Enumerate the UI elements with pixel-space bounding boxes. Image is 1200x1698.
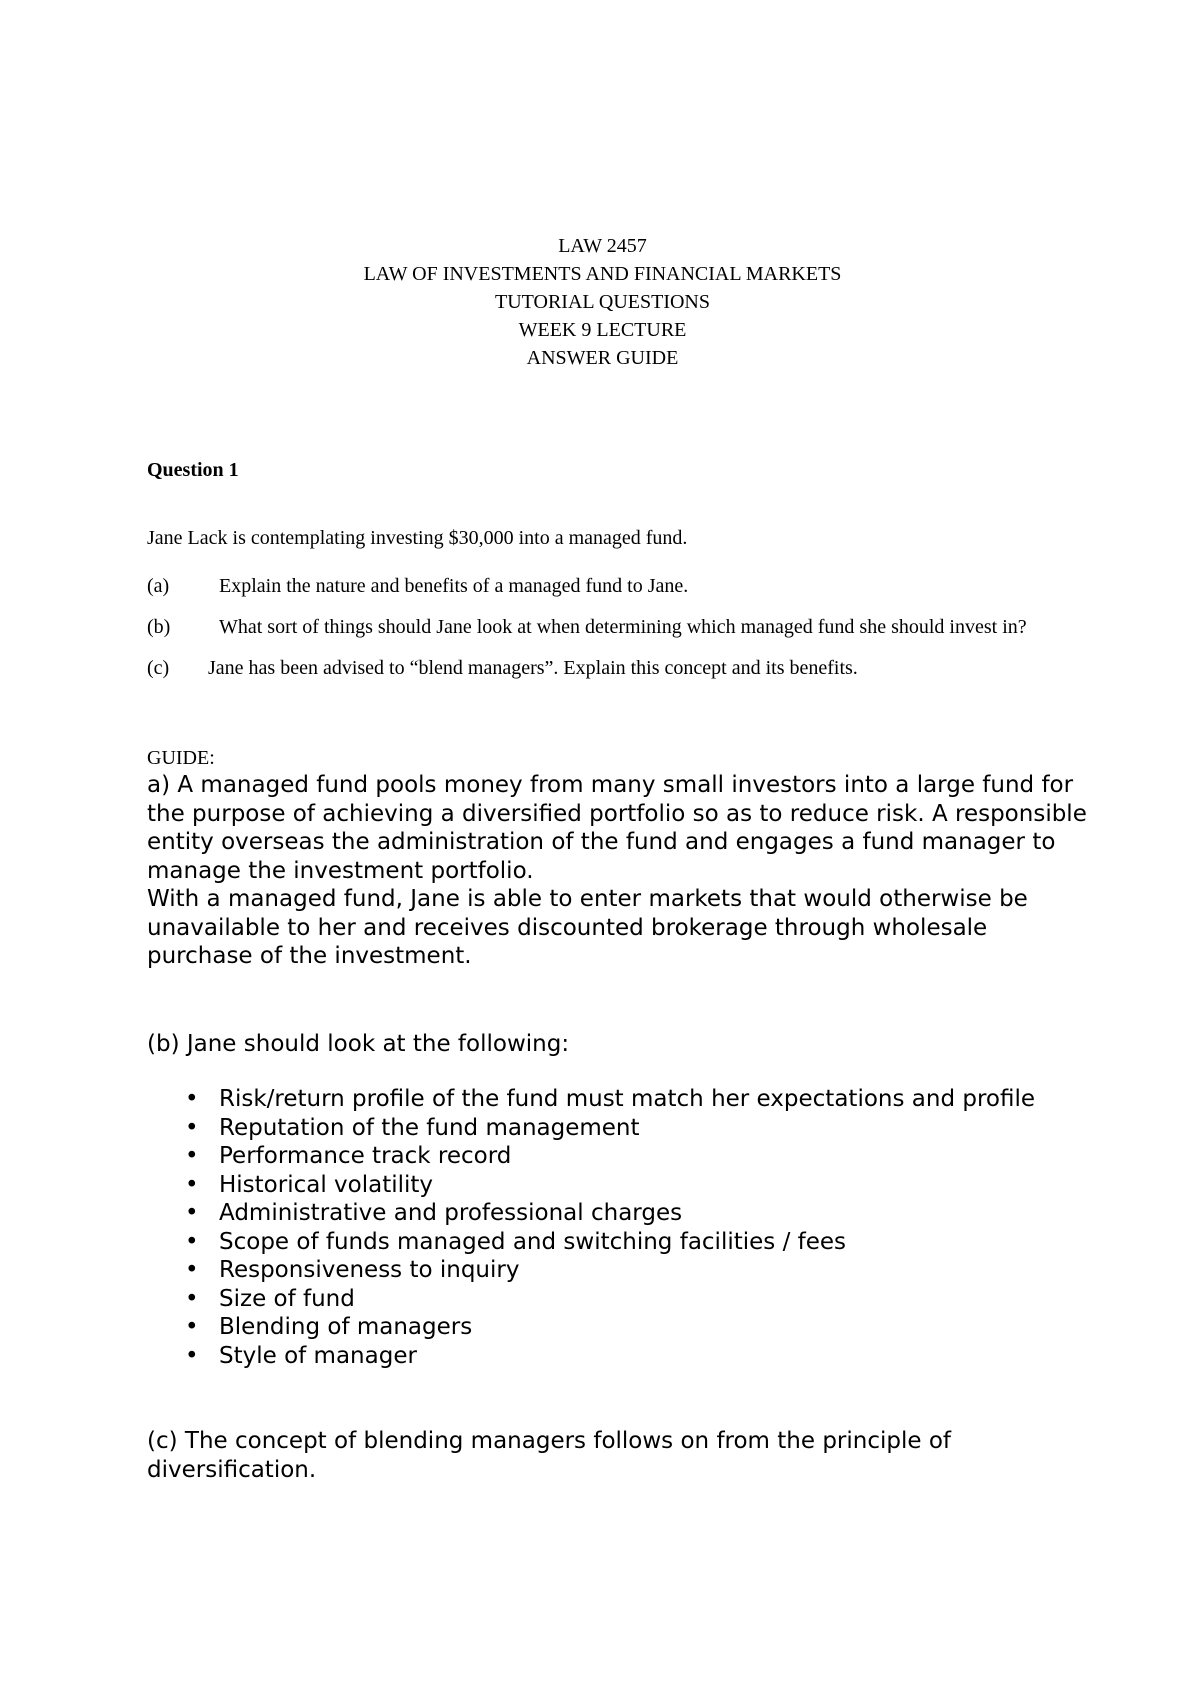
course-title: LAW OF INVESTMENTS AND FINANCIAL MARKETS — [363, 263, 842, 285]
list-item — [147, 1199, 1047, 1228]
question-part-c — [147, 648, 1067, 689]
bullet-icon: • — [185, 1143, 199, 1169]
list-item — [147, 1085, 1047, 1114]
list-item — [147, 1256, 1047, 1285]
list-item — [147, 1142, 1047, 1171]
bullet-icon: • — [185, 1257, 199, 1283]
bullet-icon: • — [185, 1200, 199, 1226]
question-part-text: Explain the nature and benefits of a managed fund to Jane. — [219, 575, 689, 597]
list-item-text: Performance track record — [219, 1143, 512, 1169]
question-part-a — [147, 566, 1067, 607]
list-item-text: Scope of funds managed and switching facilities / fees — [219, 1228, 847, 1255]
question-title: Question 1 — [147, 459, 239, 481]
bullet-icon: • — [185, 1228, 199, 1255]
list-item-text: Reputation of the fund management — [219, 1114, 640, 1141]
bullet-icon: • — [185, 1314, 199, 1340]
course-code: LAW 2457 — [558, 235, 647, 257]
question-part-b — [147, 607, 1067, 648]
list-item-text: Risk/return profile of the fund must match her expectations and profile — [219, 1086, 1036, 1112]
document-subtitle: ANSWER GUIDE — [526, 347, 679, 369]
bullet-icon: • — [185, 1086, 199, 1112]
list-item — [147, 1313, 1047, 1342]
bullet-icon: • — [185, 1114, 199, 1141]
document-header — [0, 232, 1200, 372]
question-part-label: (c) — [147, 657, 170, 679]
guide-answer-b-intro: (b) Jane should look at the following: — [147, 1031, 570, 1057]
list-item-text: Responsiveness to inquiry — [219, 1257, 520, 1283]
question-intro: Jane Lack is contemplating investing $30,000 into a managed fund. — [147, 527, 688, 549]
document-type: TUTORIAL QUESTIONS — [495, 291, 710, 313]
guide-answer-a-paragraph-2: With a managed fund, Jane is able to enter markets that would otherwise be unavailable to her and receives discounted brokerage through wholesale purchase of the investment. — [147, 886, 1028, 969]
list-item-text: Blending of managers — [219, 1314, 473, 1340]
question-part-label: (a) — [147, 575, 170, 597]
guide-answer-b-list — [147, 1085, 1047, 1370]
bullet-icon: • — [185, 1285, 199, 1312]
list-item-text: Size of fund — [219, 1285, 355, 1312]
guide-answer-c: (c) The concept of blending managers follows on from the principle of diversification. — [147, 1428, 952, 1483]
week-label: WEEK 9 LECTURE — [518, 319, 687, 341]
question-parts — [147, 566, 1067, 689]
list-item — [147, 1171, 1047, 1200]
question-part-text: What sort of things should Jane look at when determining which managed fund she should invest in? — [219, 616, 1027, 638]
guide-answer-a — [147, 771, 1087, 971]
list-item-text: Historical volatility — [219, 1171, 434, 1198]
list-item — [147, 1114, 1047, 1143]
list-item — [147, 1342, 1047, 1371]
list-item-text: Administrative and professional charges — [219, 1200, 683, 1226]
bullet-icon: • — [185, 1342, 199, 1369]
list-item-text: Style of manager — [219, 1342, 417, 1369]
bullet-icon: • — [185, 1171, 199, 1198]
question-part-text: Jane has been advised to “blend managers”. Explain this concept and its benefits. — [208, 657, 858, 679]
list-item — [147, 1228, 1047, 1257]
guide-answer-a-paragraph-1: a) A managed fund pools money from many small investors into a large fund for the purpose of achieving a diversified portfolio so as to reduce risk. A responsible entity overseas the administration of the fund and engages a fund manager to manage the investment portfolio. — [147, 772, 1087, 884]
guide-label: GUIDE: — [147, 747, 215, 769]
list-item — [147, 1285, 1047, 1314]
question-part-label: (b) — [147, 616, 171, 638]
